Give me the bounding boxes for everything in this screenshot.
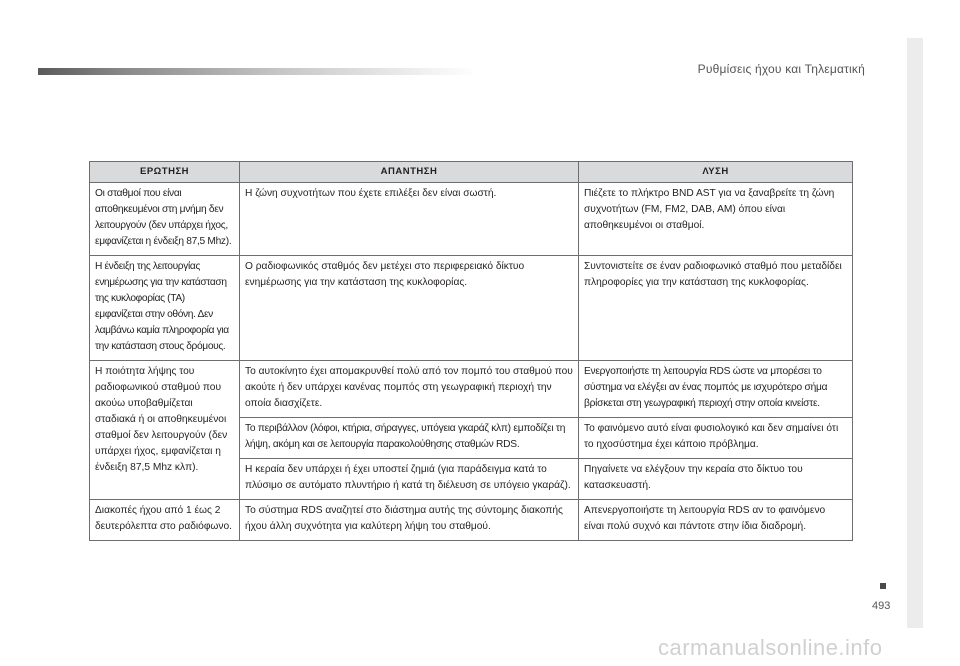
column-header-answer: ΑΠΑΝΤΗΣΗ	[240, 162, 579, 183]
answer-cell: Ο ραδιοφωνικός σταθμός δεν μετέχει στο περιφερειακό δίκτυο ενημέρωσης για την κατάσταση της κυκλοφορίας.	[240, 256, 579, 361]
page-marker-square	[880, 583, 886, 589]
table-row	[90, 183, 853, 256]
answer-cell: Το σύστημα RDS αναζητεί στο διάστημα αυτής της σύντομης διακοπής ήχου άλλη συχνότητα για καλύτερη λήψη του σταθμού.	[240, 500, 579, 541]
column-header-solution: ΛΥΣΗ	[579, 162, 853, 183]
question-cell: Οι σταθμοί που είναι αποθηκευμένοι στη μνήμη δεν λειτουργούν (δεν υπάρχει ήχος, εμφανίζεται η ένδειξη 87,5 Mhz).	[90, 183, 240, 256]
page-edge-stripe	[907, 38, 923, 628]
solution-cell: Πιέζετε το πλήκτρο BND AST για να ξαναβρείτε τη ζώνη συχνοτήτων (FM, FM2, DAB, AM) όπου είναι αποθηκευμένοι οι σταθμοί.	[579, 183, 853, 256]
page-number: 493	[872, 600, 891, 612]
question-cell: Διακοπές ήχου από 1 έως 2 δευτερόλεπτα στο ραδιόφωνο.	[90, 500, 240, 541]
question-cell: Η ένδειξη της λειτουργίας ενημέρωσης για την κατάσταση της κυκλοφορίας (TA) εμφανίζεται στην οθόνη. Δεν λαμβάνω καμία πληροφορία για την κατάσταση στους δρόμους.	[90, 256, 240, 361]
answer-cell: Η κεραία δεν υπάρχει ή έχει υποστεί ζημιά (για παράδειγμα κατά το πλύσιμο σε αυτόματο πλυντήριο ή κατά τη διέλευση σε υπόγειο γκαράζ).	[240, 459, 579, 500]
question-cell: Η ποιότητα λήψης του ραδιοφωνικού σταθμού που ακούω υποβαθμίζεται σταδιακά ή οι αποθηκευμένοι σταθμοί δεν λειτουργούν (δεν υπάρχει ήχος, εμφανίζεται η ένδειξη 87,5 Mhz κλπ).	[90, 361, 240, 500]
table-row	[90, 256, 853, 361]
table-row	[90, 361, 853, 418]
column-header-question: ΕΡΩΤΗΣΗ	[90, 162, 240, 183]
solution-cell: Πηγαίνετε να ελέγξουν την κεραία στο δίκτυο του κατασκευαστή.	[579, 459, 853, 500]
solution-cell: Συντονιστείτε σε έναν ραδιοφωνικό σταθμό που μεταδίδει πληροφορίες για την κατάσταση της κυκλοφορίας.	[579, 256, 853, 361]
answer-cell: Το αυτοκίνητο έχει απομακρυνθεί πολύ από τον πομπό του σταθμού που ακούτε ή δεν υπάρχει κανένας πομπός στη γεωγραφική περιοχή την οποία διασχίζετε.	[240, 361, 579, 418]
answer-cell: Το περιβάλλον (λόφοι, κτήρια, σήραγγες, υπόγεια γκαράζ κλπ) εμποδίζει τη λήψη, ακόμη και σε λειτουργία παρακολούθησης σταθμών RDS.	[240, 418, 579, 459]
table-row	[90, 500, 853, 541]
watermark: carmanualsonline.info	[658, 635, 883, 660]
faq-table	[89, 161, 853, 541]
solution-cell: Το φαινόμενο αυτό είναι φυσιολογικό και δεν σημαίνει ότι το ηχοσύστημα έχει κάποιο πρόβλημα.	[579, 418, 853, 459]
solution-cell: Ενεργοποιήστε τη λειτουργία RDS ώστε να μπορέσει το σύστημα να ελέγξει αν ένας πομπός με ισχυρότερο σήμα βρίσκεται στη γεωγραφική περιοχή στην οποία κινείστε.	[579, 361, 853, 418]
solution-cell: Απενεργοποιήστε τη λειτουργία RDS αν το φαινόμενο είναι πολύ συχνό και πάντοτε στην ίδια διαδρομή.	[579, 500, 853, 541]
answer-cell: Η ζώνη συχνοτήτων που έχετε επιλέξει δεν είναι σωστή.	[240, 183, 579, 256]
table-header-row	[90, 162, 853, 183]
header-gradient-bar	[38, 68, 478, 75]
section-title: Ρυθμίσεις ήχου και Τηλεματική	[697, 62, 865, 76]
